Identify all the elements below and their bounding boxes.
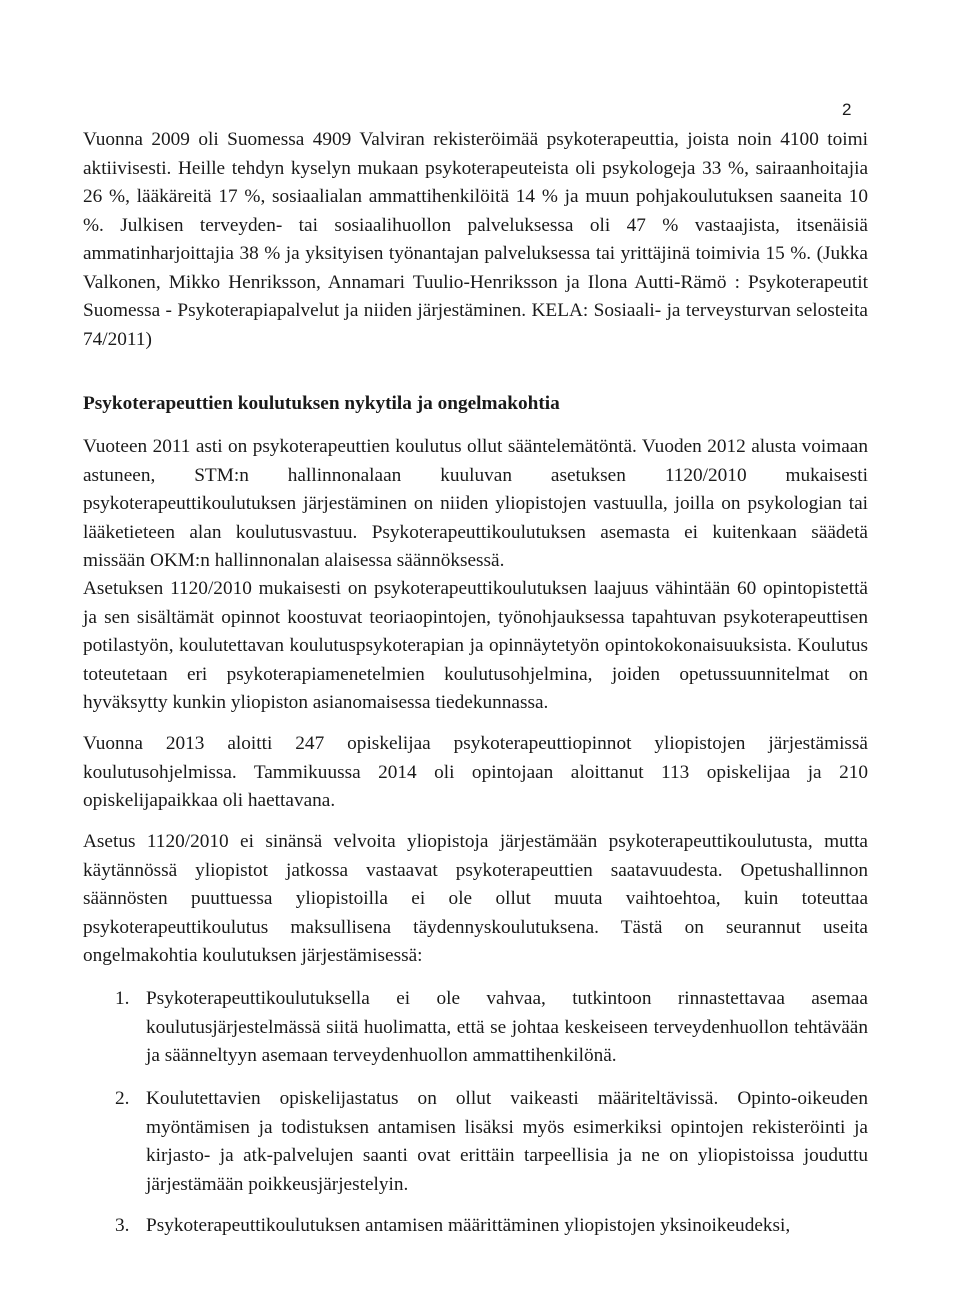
paragraph-regulation: Vuoteen 2011 asti on psykoterapeuttien koulutus ollut sääntelemätöntä. Vuoden 2012 alusta voimaan astuneen, STM:n hallinnonalaan kuuluvan asetuksen 1120/2010 mukaisesti psykoterapeuttikoulutuksen järjestäminen on niiden yliopistojen vastuulla, joilla on psykologian tai lääketieteen alan koulutusvastuu. Psykoterapeuttikoulutuksen asemasta ei kuitenkaan säädetä missään OKM:n hallinnonalan alaisessa säännöksessä. — [83, 436, 868, 571]
page-number: 2 — [842, 100, 852, 119]
list-item-number: 2. — [115, 1088, 130, 1109]
paragraph-intro-statistics: Vuonna 2009 oli Suomessa 4909 Valviran rekisteröimää psykoterapeuttia, joista noin 4100 toimi aktiivisesti. Heille tehdyn kyselyn mukaan psykoterapeuteista oli psykologeja 33 %, sairaanhoitajia 26 %, lääkäreitä 17 %, sosiaalialan ammattihenkilöitä 14 % ja muun pohjakoulutuksen saaneita 10 %. Julkisen terveyden- tai sosiaalihuollon palveluksessa oli 47 % vastaajista, itsenäisiä ammatinharjoittajia 38 % ja yksityisen työnantajan palveluksessa tai yrittäjinä toimivia 15 %. (Jukka Valkonen, Mikko Henriksson, Annamari Tuulio-Henriksson ja Ilona Autti-Rämö : Psykoterapeutit Suomessa - Psykoterapiapalvelut ja niiden järjestäminen. KELA: Sosiaali- ja terveysturvan selosteita 74/2011) — [83, 129, 868, 350]
list-item-number: 1. — [115, 988, 130, 1009]
list-item-text: Koulutettavien opiskelijastatus on ollut vaikeasti määriteltävissä. Opinto-oikeuden myöntämisen ja todistuksen antamisen lisäksi myös esimerkiksi opintojen rekisteröinti ja kirjasto- ja atk-palvelujen saanti ovat erittäin tarpeellisia ja ne on yliopistoissa jouduttu järjestämään poikkeusjärjestelyin. — [146, 1088, 868, 1195]
list-item-text: Psykoterapeuttikoulutuksella ei ole vahvaa, tutkintoon rinnastettavaa asemaa koulutusjärjestelmässä siitä huolimatta, että se johtaa keskeiseen terveydenhuollon tehtävään ja säänneltyyn asemaan terveydenhuollon ammattihenkilönä. — [146, 988, 868, 1066]
paragraph-problems-intro: Asetus 1120/2010 ei sinänsä velvoita yliopistoja järjestämään psykoterapeuttikoulutusta, mutta käytännössä yliopistot jatkossa vastaavat psykoterapeuttien saatavuudesta. Opetushallinnon säännösten puuttuessa yliopistoilla ei ole ollut muuta vaihtoehtoa, kuin toteuttaa psykoterapeuttikoulutus maksullisena täydennyskoulutuksena. Tästä on seurannut useita ongelmakohtia koulutuksen järjestämisessä: — [83, 831, 868, 966]
list-item-text: Psykoterapeuttikoulutuksen antamisen määrittäminen yliopistojen yksinoikeudeksi, — [146, 1215, 791, 1236]
paragraph-training-scope: Asetuksen 1120/2010 mukaisesti on psykoterapeuttikoulutuksen laajuus vähintään 60 opintopistettä ja sen sisältämät opinnot koostuvat teoriaopintojen, työnohjauksessa tapahtuvan psykoterapeuttisen potilastyön, koulutettavan koulutuspsykoterapian ja opinnäytetyön opintokokonaisuuksista. Koulutus toteutetaan eri psykoterapiamenetelmien koulutusohjelmina, joiden opetussuunnitelmat on hyväksytty kunkin yliopiston asianomaisessa tiedekunnassa. — [83, 578, 868, 713]
section-heading: Psykoterapeuttien koulutuksen nykytila ja ongelmakohtia — [83, 393, 560, 414]
list-item-number: 3. — [115, 1215, 130, 1236]
paragraph-student-numbers: Vuonna 2013 aloitti 247 opiskelijaa psykoterapeuttiopinnot yliopistojen järjestämissä koulutusohjelmissa. Tammikuussa 2014 oli opintojaan aloittanut 113 opiskelijaa ja 210 opiskelijapaikkaa oli haettavana. — [83, 733, 868, 811]
